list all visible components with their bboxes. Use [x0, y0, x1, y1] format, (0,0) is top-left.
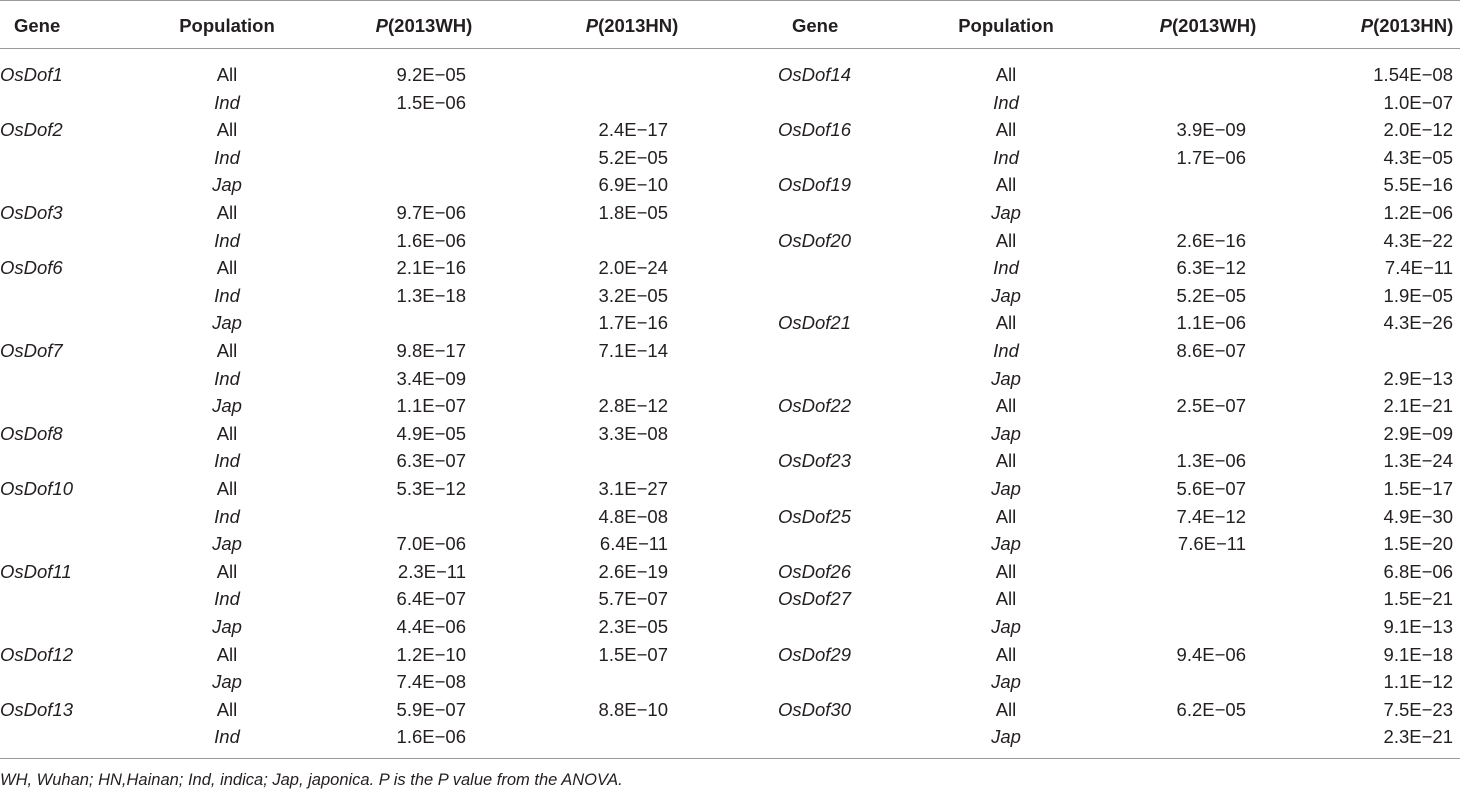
left-population-cell: All — [216, 698, 238, 720]
left-population-cell: Ind — [214, 229, 240, 251]
right-p-hn-cell: 4.3E−26 — [1383, 312, 1453, 334]
right-p-wh-cell: 3.9E−09 — [1176, 119, 1246, 141]
right-gene-cell: OsDof21 — [778, 312, 852, 334]
left-population-cell: All — [216, 257, 238, 279]
right-gene-cell: OsDof22 — [778, 395, 852, 417]
left-p-wh-cell: 3.4E−09 — [396, 367, 466, 389]
right-p-hn-cell: 1.54E−08 — [1373, 64, 1453, 85]
right-p-hn-cell: 7.5E−23 — [1383, 698, 1453, 720]
left-p-hn-cell: 6.4E−11 — [599, 533, 668, 555]
left-p-wh-cell: 6.3E−07 — [396, 450, 466, 472]
left-p-hn-cell: 5.2E−05 — [598, 146, 668, 168]
header-text: (2013WH) — [388, 15, 473, 36]
right-p-hn-cell: 7.4E−11 — [1384, 257, 1453, 279]
header-text: (2013HN) — [598, 15, 679, 36]
left-population-cell: Jap — [212, 174, 242, 196]
header-text: P — [585, 15, 599, 36]
right-population-cell: Ind — [993, 146, 1019, 168]
left-p-wh-cell: 7.0E−06 — [396, 533, 466, 555]
left-p-hn-cell: 2.4E−17 — [598, 119, 668, 141]
right-p-wh-cell: 5.6E−07 — [1176, 478, 1246, 499]
right-p-wh-cell: 1.3E−06 — [1176, 450, 1246, 472]
left-p-hn-cell: 3.2E−05 — [598, 284, 668, 306]
left-population-cell: All — [216, 64, 238, 85]
right-p-wh-cell: 1.1E−06 — [1176, 312, 1246, 334]
right-population-cell: All — [995, 64, 1017, 85]
header-text: Population — [958, 15, 1054, 36]
right-p-hn-cell: 1.1E−12 — [1383, 671, 1453, 693]
right-p-hn-cell: 2.3E−21 — [1383, 726, 1453, 748]
header-right-gene — [792, 16, 838, 36]
header-right-p-hn — [1361, 16, 1454, 36]
left-population-cell: Jap — [212, 395, 242, 417]
header-text: P — [1360, 15, 1374, 36]
top-rule — [0, 0, 1460, 1]
right-p-hn-cell: 2.9E−09 — [1383, 422, 1453, 444]
right-population-cell: All — [995, 505, 1017, 527]
left-gene-cell: OsDof12 — [0, 643, 74, 665]
left-gene-cell: OsDof3 — [0, 202, 63, 223]
left-p-wh-cell: 1.5E−06 — [396, 91, 466, 113]
header-text: P — [1159, 15, 1173, 36]
left-p-hn-cell: 3.1E−27 — [598, 478, 668, 499]
left-gene-cell: OsDof13 — [0, 698, 74, 720]
right-population-cell: All — [995, 698, 1017, 720]
right-p-hn-cell: 1.0E−07 — [1383, 91, 1453, 113]
right-p-wh-cell: 1.7E−06 — [1176, 146, 1246, 168]
header-text: (2013WH) — [1172, 15, 1257, 36]
right-population-cell: All — [995, 450, 1017, 472]
right-gene-cell: OsDof23 — [778, 450, 852, 472]
right-population-cell: Jap — [991, 533, 1021, 555]
right-p-hn-cell: 1.3E−24 — [1383, 450, 1453, 472]
right-p-wh-cell: 8.6E−07 — [1176, 340, 1246, 361]
bottom-rule — [0, 758, 1460, 759]
left-p-wh-cell: 1.1E−07 — [396, 395, 466, 417]
right-p-hn-cell: 6.8E−06 — [1383, 560, 1453, 582]
left-p-hn-cell: 2.8E−12 — [598, 395, 668, 417]
right-p-wh-cell: 6.2E−05 — [1176, 698, 1246, 720]
left-population-cell: Ind — [214, 450, 240, 472]
left-p-wh-cell: 1.6E−06 — [396, 726, 466, 748]
right-p-hn-cell: 9.1E−13 — [1383, 616, 1453, 637]
right-p-wh-cell: 2.5E−07 — [1176, 395, 1246, 417]
header-left-gene — [14, 16, 60, 36]
left-gene-cell: OsDof1 — [0, 64, 63, 85]
right-population-cell: All — [995, 312, 1017, 334]
right-population-cell: All — [995, 395, 1017, 417]
left-p-hn-cell: 7.1E−14 — [598, 340, 668, 361]
left-gene-cell: OsDof11 — [0, 560, 72, 582]
left-gene-cell: OsDof10 — [0, 478, 74, 499]
left-population-cell: Ind — [214, 91, 240, 113]
left-gene-cell: OsDof8 — [0, 422, 63, 444]
right-gene-cell: OsDof20 — [778, 229, 852, 251]
right-p-hn-cell: 1.5E−20 — [1383, 533, 1453, 555]
left-p-hn-cell: 1.5E−07 — [598, 643, 668, 665]
header-left-population — [179, 16, 275, 36]
right-p-hn-cell: 1.9E−05 — [1383, 284, 1453, 306]
right-gene-cell: OsDof30 — [778, 698, 852, 720]
left-gene-cell: OsDof7 — [0, 340, 63, 361]
right-population-cell: Jap — [991, 671, 1021, 693]
right-population-cell: Jap — [991, 478, 1021, 499]
header-text: P — [375, 15, 389, 36]
left-p-wh-cell: 2.3E−11 — [397, 560, 466, 582]
right-p-wh-cell: 9.4E−06 — [1176, 643, 1246, 665]
right-gene-cell: OsDof19 — [778, 174, 852, 196]
right-population-cell: Jap — [991, 284, 1021, 306]
right-population-cell: All — [995, 560, 1017, 582]
right-p-wh-cell: 2.6E−16 — [1176, 229, 1246, 251]
right-population-cell: All — [995, 174, 1017, 196]
right-gene-cell: OsDof14 — [778, 64, 852, 85]
right-population-cell: All — [995, 119, 1017, 141]
left-population-cell: All — [216, 202, 238, 223]
right-population-cell: All — [995, 643, 1017, 665]
left-p-wh-cell: 9.2E−05 — [396, 64, 466, 85]
left-population-cell: All — [216, 340, 238, 361]
left-p-wh-cell: 5.3E−12 — [396, 478, 466, 499]
header-right-p-wh — [1160, 16, 1257, 36]
left-population-cell: Ind — [214, 505, 240, 527]
left-population-cell: Jap — [212, 671, 242, 693]
left-population-cell: All — [216, 643, 238, 665]
header-text: Gene — [14, 15, 61, 36]
header-text: Gene — [792, 15, 839, 36]
right-gene-cell: OsDof16 — [778, 119, 852, 141]
right-gene-cell: OsDof25 — [778, 505, 852, 527]
left-p-hn-cell: 2.6E−19 — [598, 560, 668, 582]
left-p-hn-cell: 2.3E−05 — [598, 616, 668, 637]
left-population-cell: Ind — [214, 146, 240, 168]
left-population-cell: Jap — [212, 616, 242, 637]
right-p-wh-cell: 7.4E−12 — [1176, 505, 1246, 527]
right-p-wh-cell: 5.2E−05 — [1176, 284, 1246, 306]
left-p-wh-cell: 4.9E−05 — [396, 422, 466, 444]
right-p-hn-cell: 5.5E−16 — [1383, 174, 1453, 196]
right-population-cell: Ind — [993, 257, 1019, 279]
table-footnote: WH, Wuhan; HN,Hainan; Ind, indica; Jap, japonica. P is the P value from the ANOVA. — [0, 771, 623, 789]
right-p-hn-cell: 4.3E−05 — [1383, 146, 1453, 168]
left-p-wh-cell: 2.1E−16 — [396, 257, 466, 279]
right-p-hn-cell: 1.5E−17 — [1383, 478, 1453, 499]
right-p-hn-cell: 1.2E−06 — [1383, 202, 1453, 223]
right-p-wh-cell: 7.6E−11 — [1177, 533, 1246, 555]
right-population-cell: Jap — [991, 367, 1021, 389]
header-rule — [0, 48, 1460, 49]
right-p-hn-cell: 9.1E−18 — [1383, 643, 1453, 665]
right-population-cell: Jap — [991, 422, 1021, 444]
left-p-wh-cell: 1.3E−18 — [396, 284, 466, 306]
right-population-cell: Jap — [991, 726, 1021, 748]
left-p-wh-cell: 7.4E−08 — [396, 671, 466, 693]
left-population-cell: All — [216, 422, 238, 444]
header-text: Population — [179, 15, 275, 36]
left-p-hn-cell: 1.7E−16 — [598, 312, 668, 334]
right-population-cell: Ind — [993, 91, 1019, 113]
right-p-hn-cell: 2.9E−13 — [1383, 367, 1453, 389]
left-population-cell: Ind — [214, 367, 240, 389]
left-population-cell: All — [216, 119, 238, 141]
right-gene-cell: OsDof27 — [778, 588, 852, 610]
right-population-cell: Ind — [993, 340, 1019, 361]
left-p-hn-cell: 4.8E−08 — [598, 505, 668, 527]
left-population-cell: Ind — [214, 284, 240, 306]
right-p-hn-cell: 2.1E−21 — [1383, 395, 1453, 417]
left-gene-cell: OsDof2 — [0, 119, 63, 141]
left-p-wh-cell: 9.7E−06 — [396, 202, 466, 223]
left-p-wh-cell: 5.9E−07 — [396, 698, 466, 720]
right-p-hn-cell: 4.9E−30 — [1383, 505, 1453, 527]
left-p-wh-cell: 6.4E−07 — [396, 588, 466, 610]
left-p-wh-cell: 4.4E−06 — [396, 616, 466, 637]
left-p-hn-cell: 3.3E−08 — [598, 422, 668, 444]
right-p-hn-cell: 4.3E−22 — [1383, 229, 1453, 251]
right-gene-cell: OsDof26 — [778, 560, 852, 582]
left-population-cell: Jap — [212, 312, 242, 334]
right-population-cell: Jap — [991, 616, 1021, 637]
left-population-cell: Jap — [212, 533, 242, 555]
left-p-hn-cell: 2.0E−24 — [598, 257, 668, 279]
right-p-hn-cell: 1.5E−21 — [1383, 588, 1453, 610]
left-population-cell: Ind — [214, 726, 240, 748]
left-population-cell: All — [216, 478, 238, 499]
left-gene-cell: OsDof6 — [0, 257, 63, 279]
left-p-hn-cell: 5.7E−07 — [598, 588, 668, 610]
left-p-hn-cell: 8.8E−10 — [598, 698, 668, 720]
left-p-wh-cell: 1.6E−06 — [396, 229, 466, 251]
right-population-cell: All — [995, 588, 1017, 610]
right-gene-cell: OsDof29 — [778, 643, 852, 665]
header-left-p-hn — [586, 16, 679, 36]
left-population-cell: All — [216, 560, 238, 582]
left-p-hn-cell: 1.8E−05 — [598, 202, 668, 223]
left-p-wh-cell: 1.2E−10 — [396, 643, 466, 665]
right-population-cell: All — [995, 229, 1017, 251]
header-left-p-wh — [376, 16, 473, 36]
left-p-hn-cell: 6.9E−10 — [598, 174, 668, 196]
right-population-cell: Jap — [991, 202, 1021, 223]
left-p-wh-cell: 9.8E−17 — [396, 340, 466, 361]
header-right-population — [958, 16, 1054, 36]
right-p-wh-cell: 6.3E−12 — [1176, 257, 1246, 279]
header-text: (2013HN) — [1373, 15, 1454, 36]
right-p-hn-cell: 2.0E−12 — [1383, 119, 1453, 141]
left-population-cell: Ind — [214, 588, 240, 610]
